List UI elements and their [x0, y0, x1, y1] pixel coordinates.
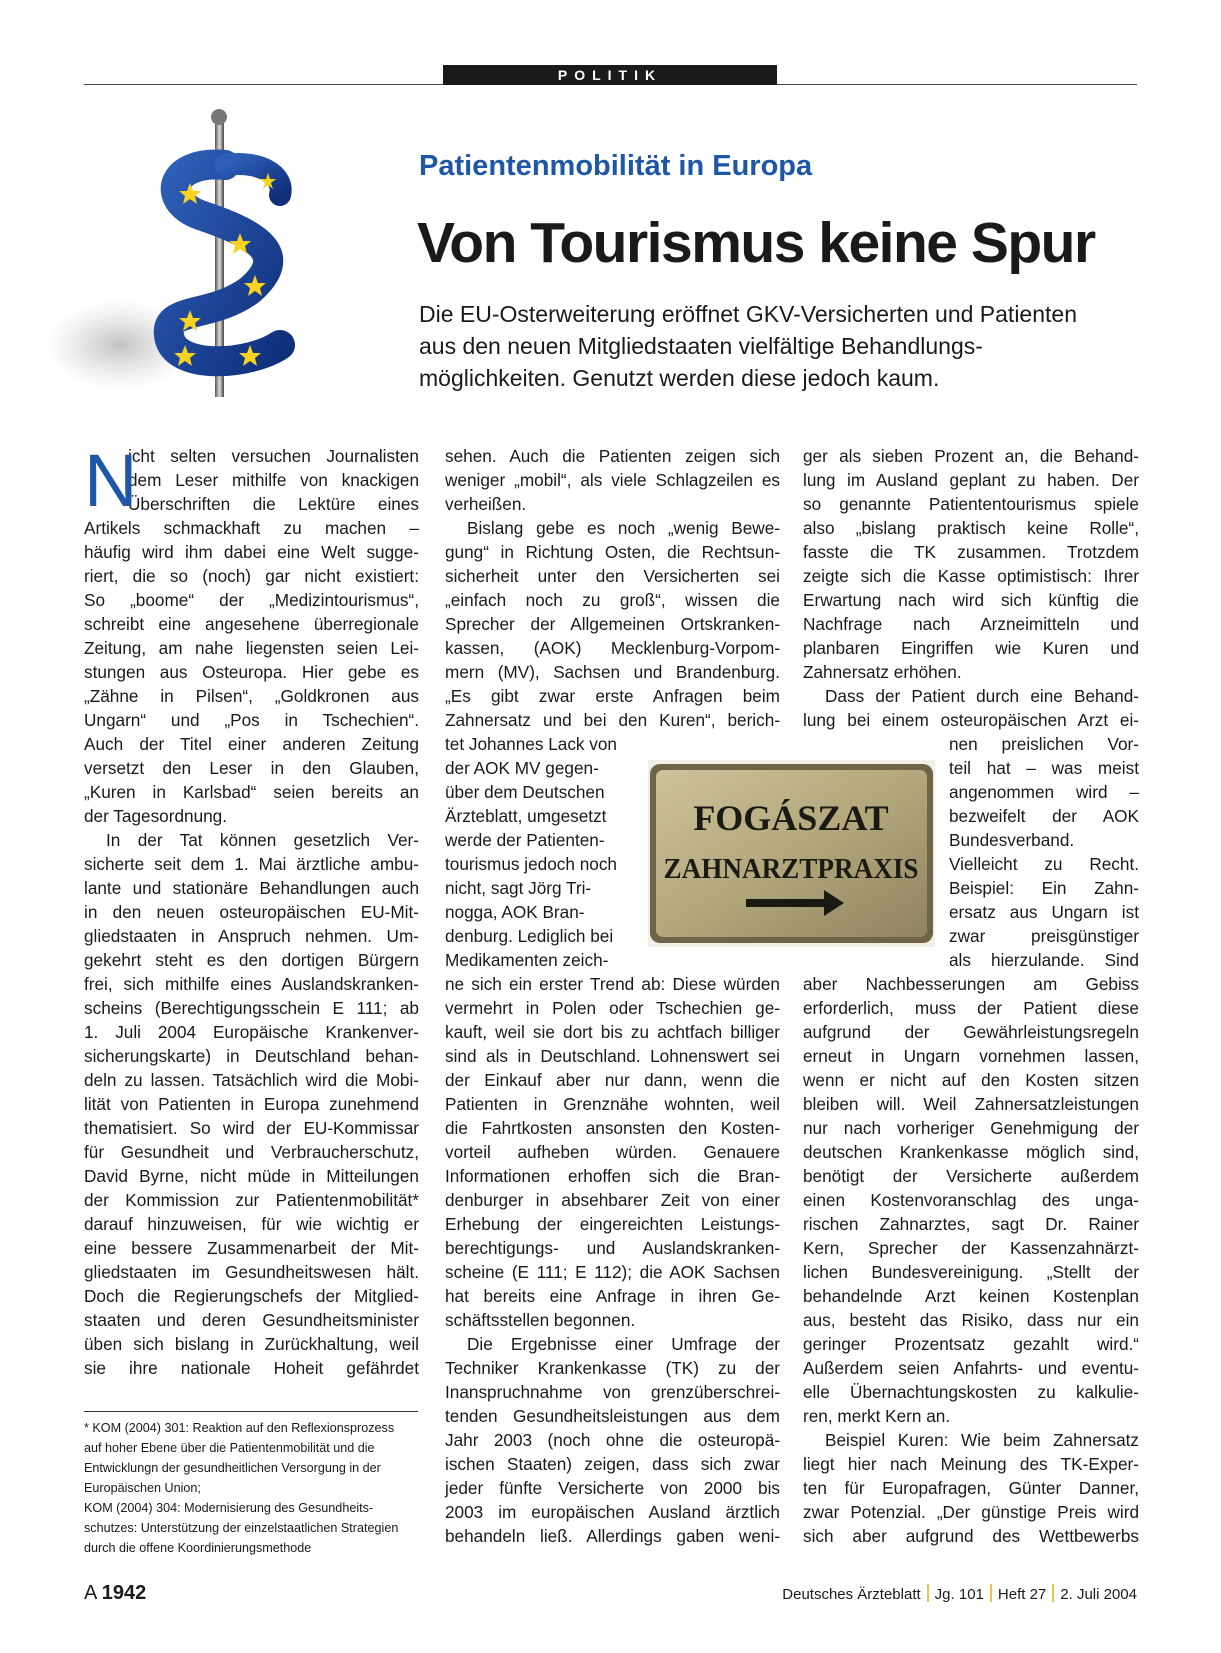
text-line: „Es gibt zwar erste Anfragen beim — [445, 686, 780, 706]
footnote-line: * KOM (2004) 301: Reaktion auf den Reflexionsprozess — [84, 1421, 395, 1435]
text-line: lung bei einem osteuropäischen Arzt ei- — [803, 710, 1139, 730]
text-line: bleiben will. Weil Zahnersatzleistungen — [803, 1094, 1139, 1114]
text-line: werde der Patienten- — [445, 830, 605, 850]
text-line: Beispiel Kuren: Wie beim Zahnersatz — [825, 1430, 1139, 1450]
separator — [1052, 1584, 1054, 1602]
article-headline: Von Tourismus keine Spur — [417, 211, 1095, 275]
text-line: Erhebung der eingereichten Leistungs- — [445, 1214, 780, 1234]
text-line: Sprecher der Allgemeinen Ortskranken- — [445, 614, 780, 634]
article-column-1 — [84, 439, 419, 1380]
text-line: die Fahrtkosten ansonsten den Kosten- — [445, 1118, 780, 1138]
text-line: riert, die so (noch) gar nicht existiert: — [84, 566, 419, 586]
separator — [990, 1584, 992, 1602]
text-line: lichen Bundesvereinigung. „Stellt der — [803, 1262, 1139, 1282]
text-line: lität von Patienten in Europa zunehmend — [84, 1094, 419, 1114]
text-line: tourismus jedoch noch — [445, 854, 617, 874]
text-line: lante und stationäre Behandlungen auch — [84, 878, 419, 898]
text-line: Patienten in Grenznähe wohnten, weil — [445, 1094, 780, 1114]
text-line: vorteil aufheben würden. Genauere — [445, 1142, 780, 1162]
text-line: der Einkauf aber nur dann, wenn die — [445, 1070, 780, 1090]
text-line: für Gesundheit und Verbraucherschutz, — [84, 1142, 419, 1162]
text-line: aufgrund der Gewährleistungsregeln — [803, 1022, 1139, 1042]
journal-date: 2. Juli 2004 — [1060, 1586, 1137, 1603]
text-line: bezweifelt der AOK — [949, 806, 1139, 826]
text-line: stungen aus Osteuropa. Hier gebe es — [84, 662, 419, 682]
text-line: So „boome“ der „Medizintourismus“, — [84, 590, 419, 610]
text-line: deln zu lassen. Tatsächlich wird die Mobi- — [84, 1070, 419, 1090]
text-line: kassen, (AOK) Mecklenburg-Vorpom- — [445, 638, 780, 658]
text-line: scheine (E 111; E 112); die AOK Sachsen — [445, 1262, 780, 1282]
text-line: sicherheit unter den Versicherten sei — [445, 566, 780, 586]
text-line: Medikamenten zeich- — [445, 950, 609, 970]
text-line: üben sich bislang in Zurückhaltung, weil — [84, 1334, 419, 1354]
text-line: sie ihre nationale Hoheit gefährdet — [84, 1358, 419, 1378]
text-line: der Tagesordnung. — [84, 806, 228, 826]
footnote-line: Europäischen Union; — [84, 1481, 201, 1495]
article-column-3 — [803, 444, 1139, 1548]
text-line: liegt hier nach Meinung des TK-Exper- — [803, 1454, 1139, 1474]
text-line: in den neuen osteuropäischen EU-Mit- — [84, 902, 419, 922]
text-line: versetzt den Leser in den Glauben, — [84, 758, 419, 778]
text-line: In der Tat können gesetzlich Ver- — [106, 830, 419, 850]
text-line: Vielleicht zu Recht. — [949, 854, 1139, 874]
text-line: Dass der Patient durch eine Behand- — [825, 686, 1139, 706]
text-line: thematisiert. So wird der EU-Kommissar — [84, 1118, 419, 1138]
text-line: der AOK MV gegen- — [445, 758, 599, 778]
text-line: schäftsstellen begonnen. — [445, 1310, 636, 1330]
text-line: Zahnersatz erhöhen. — [803, 662, 962, 682]
text-line: gliedstaaten im Gesundheitswesen hält. — [84, 1262, 419, 1282]
footnote-line: KOM (2004) 304: Modernisierung des Gesundheits- — [84, 1501, 374, 1515]
text-line: ersatz aus Ungarn ist — [949, 902, 1139, 922]
text-line: vermehrt in Polen oder Tschechien ge- — [445, 998, 780, 1018]
footnote-line: schutzes: Unterstützung der einzelstaatlichen Strategien — [84, 1521, 399, 1535]
text-line: über dem Deutschen — [445, 782, 605, 802]
text-line: als hierzulande. Sind — [949, 950, 1139, 970]
text-line: scheins (Berechtigungsschein E 111; ab — [84, 998, 419, 1018]
text-line: zeigte sich die Kasse optimistisch: Ihrer — [803, 566, 1139, 586]
section-label: POLITIK — [443, 65, 777, 85]
text-line: ren, merkt Kern an. — [803, 1406, 951, 1426]
journal-info — [782, 1584, 1137, 1603]
text-line: zwar preisgünstiger — [949, 926, 1139, 946]
text-line: nen preislichen Vor- — [949, 734, 1139, 754]
text-line: berechtigungs- und Auslandskranken- — [445, 1238, 780, 1258]
footnote-line: Entwicklungn der gesundheitlichen Versorgung in der — [84, 1461, 381, 1475]
text-line: ischen Staaten) zeigen, dass sich zwar — [445, 1454, 780, 1474]
text-line: denburger in absehbarer Zeit von einer — [445, 1190, 780, 1210]
text-line: „Zähne in Pilsen“, „Goldkronen aus — [84, 686, 419, 706]
journal-volume: Jg. 101 — [934, 1586, 984, 1603]
sign-text-fogaszat: FOGÁSZAT — [693, 798, 889, 838]
text-line: staaten und deren Gesundheitsminister — [84, 1310, 419, 1330]
text-line: so genannte Patiententourismus spiele — [803, 494, 1139, 514]
text-line: weniger „mobil“, als viele Schlagzeilen es — [445, 470, 780, 490]
text-line: nur nach vorheriger Genehmigung der — [803, 1118, 1139, 1138]
text-line: sehen. Auch die Patienten zeigen sich — [445, 446, 780, 466]
text-line: David Byrne, nicht müde in Mitteilungen — [84, 1166, 419, 1186]
footnote-line: durch die offene Koordinierungsmethode — [84, 1541, 312, 1555]
text-line: Ärzteblatt, umgesetzt — [445, 806, 607, 826]
text-line: häufig wird ihm dabei eine Welt sugge- — [84, 542, 419, 562]
text-line: ne sich ein erster Trend ab: Diese würden — [445, 974, 780, 994]
text-line: zwar Potenzial. „Der günstige Preis wird — [803, 1502, 1139, 1522]
lead-line: Die EU-Osterweiterung eröffnet GKV-Versicherten und Patienten — [419, 301, 1077, 327]
text-line: Auch der Titel einer anderen Zeitung — [84, 734, 419, 754]
text-line: Techniker Krankenkasse (TK) zu der — [445, 1358, 780, 1378]
text-line: tenden Gesundheitsleistungen aus dem — [445, 1406, 780, 1426]
text-line: gung“ in Richtung Osten, die Rechtsun- — [445, 542, 780, 562]
text-line: geringer Prozentsatz gezahlt wird.“ — [803, 1334, 1139, 1354]
text-line: wenn er nicht auf den Kosten sitzen — [803, 1070, 1139, 1090]
text-line: Bundesverband. — [949, 830, 1075, 850]
text-line: kauft, weil sie dort bis zu achtfach billiger — [445, 1022, 780, 1042]
article-column-2 — [445, 444, 780, 1548]
text-line: planbaren Eingriffen wie Kuren und — [803, 638, 1139, 658]
footnote-line: auf hoher Ebene über die Patientenmobilität und die — [84, 1441, 375, 1455]
text-line: frei, sich mithilfe eines Auslandskranken- — [84, 974, 419, 994]
text-line: Die Ergebnisse einer Umfrage der — [467, 1334, 780, 1354]
text-line: hat bereits eine Anfrage in ihren Ge- — [445, 1286, 780, 1306]
text-line: einen Kostenvoranschlag des unga- — [803, 1190, 1139, 1210]
text-line: gliedstaaten in Anspruch nehmen. Um- — [84, 926, 419, 946]
text-line: Beispiel: Ein Zahn- — [949, 878, 1139, 898]
eu-aesculap-staff-image — [50, 105, 350, 405]
text-line: Doch die Regierungschefs der Mitglied- — [84, 1286, 419, 1306]
text-line: „Kuren in Karlsbad“ seien bereits an — [84, 782, 419, 802]
text-line: rischen Zahnarztes, sagt Dr. Rainer — [803, 1214, 1139, 1234]
article-lead — [419, 298, 1144, 394]
text-line: Artikels schmackhaft zu machen – — [84, 518, 419, 538]
text-line: Außerdem seien Anfahrts- und eventu- — [803, 1358, 1139, 1378]
text-line: der Kommission zur Patientenmobilität* — [84, 1190, 419, 1210]
text-line: darauf hinzuweisen, für wie wichtig er — [84, 1214, 419, 1234]
text-line: Kern, Sprecher der Kassenzahnärzt- — [803, 1238, 1139, 1258]
text-line: Zahnersatz und bei den Kuren“, berich- — [445, 710, 780, 730]
text-line: icht selten versuchen Journalisten — [128, 446, 419, 466]
text-line: tet Johannes Lack von — [445, 734, 617, 754]
footnote-rule — [84, 1411, 418, 1412]
text-line: 2003 im europäischen Ausland ärztlich — [445, 1502, 780, 1522]
text-line: Zeitung, am nahe liegensten seien Lei- — [84, 638, 419, 658]
text-line: Überschriften die Lektüre eines — [128, 494, 419, 514]
text-line: aus, besteht das Risiko, dass nur ein — [803, 1310, 1139, 1330]
text-line: ten für Europafragen, Günter Danner, — [803, 1478, 1139, 1498]
text-line: erforderlich, muss der Patient diese — [803, 998, 1139, 1018]
text-line: 1. Juli 2004 Europäische Krankenver- — [84, 1022, 419, 1042]
separator — [927, 1584, 929, 1602]
text-line: fasste die TK zusammen. Trotzdem — [803, 542, 1139, 562]
text-line: behandelnde Arzt keinen Kostenplan — [803, 1286, 1139, 1306]
text-line: sind als in Deutschland. Lohnenswert sei — [445, 1046, 780, 1066]
text-line: Inanspruchnahme von grenzüberschrei- — [445, 1382, 780, 1402]
text-line: Informationen erhoffen sich die Bran- — [445, 1166, 780, 1186]
text-line: Bislang gebe es noch „wenig Bewe- — [467, 518, 780, 538]
text-line: benötigt der Versicherte außerdem — [803, 1166, 1139, 1186]
sign-text-zahnarztpraxis: ZAHNARZTPRAXIS — [663, 854, 919, 885]
text-line: „einfach noch zu groß“, wissen die — [445, 590, 780, 610]
text-line: behandeln ließ. Allerdings gaben weni- — [445, 1526, 780, 1546]
journal-name: Deutsches Ärzteblatt — [782, 1586, 921, 1603]
text-line: ger als sieben Prozent an, die Behand- — [803, 446, 1139, 466]
lead-line: aus den neuen Mitgliedstaaten vielfältige Behandlungs- — [419, 333, 983, 359]
article-kicker: Patientenmobilität in Europa — [419, 150, 813, 182]
text-line: Nachfrage nach Arzneimitteln und — [803, 614, 1139, 634]
page-prefix: A — [84, 1582, 102, 1604]
text-line: gekehrt steht es den dortigen Bürgern — [84, 950, 419, 970]
text-line: teil hat – was meist — [949, 758, 1139, 778]
text-line: eine bessere Zusammenarbeit der Mit- — [84, 1238, 419, 1258]
text-line: sicherungskarte) in Deutschland behan- — [84, 1046, 419, 1066]
text-line: schreibt eine angesehene überregionale — [84, 614, 419, 634]
text-line: sich aber aufgrund des Wettbewerbs — [803, 1526, 1139, 1546]
text-line: lung im Ausland geplant zu haben. Der — [803, 470, 1139, 490]
footnote — [84, 1418, 419, 1558]
journal-issue: Heft 27 — [997, 1586, 1047, 1603]
text-line: erneut in Ungarn vornehmen lassen, — [803, 1046, 1139, 1066]
drop-cap: N — [84, 439, 138, 522]
text-line: nogga, AOK Bran- — [445, 902, 585, 922]
text-line: Ungarn“ und „Pos in Tschechien“. — [84, 710, 419, 730]
text-line: verheißen. — [445, 494, 527, 514]
text-line: angenommen wird – — [949, 782, 1139, 802]
lead-line: möglichkeiten. Genutzt werden diese jedoch kaum. — [419, 365, 940, 391]
text-line: sicherte seit dem 1. Mai ärztliche ambu- — [84, 854, 419, 874]
text-line: Jahr 2003 (noch ohne die osteuropä- — [445, 1430, 780, 1450]
page-number-value: 1942 — [101, 1582, 147, 1604]
text-line: mern (MV), Sachsen und Brandenburg. — [445, 662, 780, 682]
page-number — [84, 1582, 146, 1605]
text-line: Erwartung nach wird sich künftig die — [803, 590, 1139, 610]
text-line: nicht, sagt Jörg Tri- — [445, 878, 592, 898]
text-line: deutschen Krankenkasse möglich sind, — [803, 1142, 1139, 1162]
text-line: also „bislang praktisch keine Rolle“, — [803, 518, 1139, 538]
text-line: denburg. Lediglich bei — [445, 926, 614, 946]
text-line: dem Leser mithilfe von knackigen — [128, 470, 419, 490]
text-line: aber Nachbesserungen am Gebiss — [803, 974, 1139, 994]
text-line: jeder fünfte Versicherte von 2000 bis — [445, 1478, 780, 1498]
text-line: elle Übernachtungskosten zu kalkulie- — [803, 1382, 1139, 1402]
